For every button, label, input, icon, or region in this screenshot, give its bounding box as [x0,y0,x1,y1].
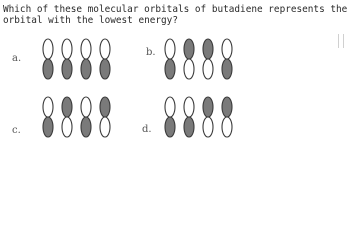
option-b-label[interactable]: b. [146,47,156,58]
p-orbital-1-bottom-lobe [165,117,175,137]
p-orbital-1-bottom-lobe [43,117,53,137]
p-orbital-1-top-lobe [165,97,175,117]
option-b-orbital-diagram[interactable] [160,36,242,82]
option-d-orbital-diagram[interactable] [160,94,242,140]
p-orbital-4-bottom-lobe [222,117,232,137]
p-orbital-3-top-lobe [203,97,213,117]
p-orbital-4-bottom-lobe [100,59,110,79]
p-orbital-1-top-lobe [43,97,53,117]
question-line-2: orbital with the lowest energy? [3,15,178,26]
p-orbital-4-bottom-lobe [222,59,232,79]
question-line-1: Which of these molecular orbitals of butadiene represents the [3,4,348,15]
p-orbital-3-bottom-lobe [81,59,91,79]
p-orbital-4-top-lobe [100,39,110,59]
option-c-label[interactable]: c. [12,125,21,136]
p-orbital-1-top-lobe [43,39,53,59]
p-orbital-1-top-lobe [165,39,175,59]
p-orbital-3-bottom-lobe [203,117,213,137]
p-orbital-1-bottom-lobe [43,59,53,79]
option-a-orbital-diagram[interactable] [38,36,120,82]
p-orbital-1-bottom-lobe [165,59,175,79]
p-orbital-2-top-lobe [184,97,194,117]
p-orbital-2-bottom-lobe [184,117,194,137]
p-orbital-2-bottom-lobe [62,59,72,79]
p-orbital-3-bottom-lobe [203,59,213,79]
question-text [3,4,347,26]
p-orbital-4-top-lobe [222,97,232,117]
p-orbital-3-top-lobe [203,39,213,59]
option-a-label[interactable]: a. [12,53,22,64]
option-c-orbital-diagram[interactable] [38,94,120,140]
p-orbital-2-top-lobe [62,39,72,59]
p-orbital-3-top-lobe [81,39,91,59]
p-orbital-4-top-lobe [100,97,110,117]
p-orbital-2-bottom-lobe [184,59,194,79]
p-orbital-2-top-lobe [184,39,194,59]
p-orbital-3-top-lobe [81,97,91,117]
p-orbital-4-top-lobe [222,39,232,59]
margin-mark [338,34,344,48]
p-orbital-3-bottom-lobe [81,117,91,137]
p-orbital-2-bottom-lobe [62,117,72,137]
p-orbital-2-top-lobe [62,97,72,117]
option-d-label[interactable]: d. [142,124,152,135]
p-orbital-4-bottom-lobe [100,117,110,137]
